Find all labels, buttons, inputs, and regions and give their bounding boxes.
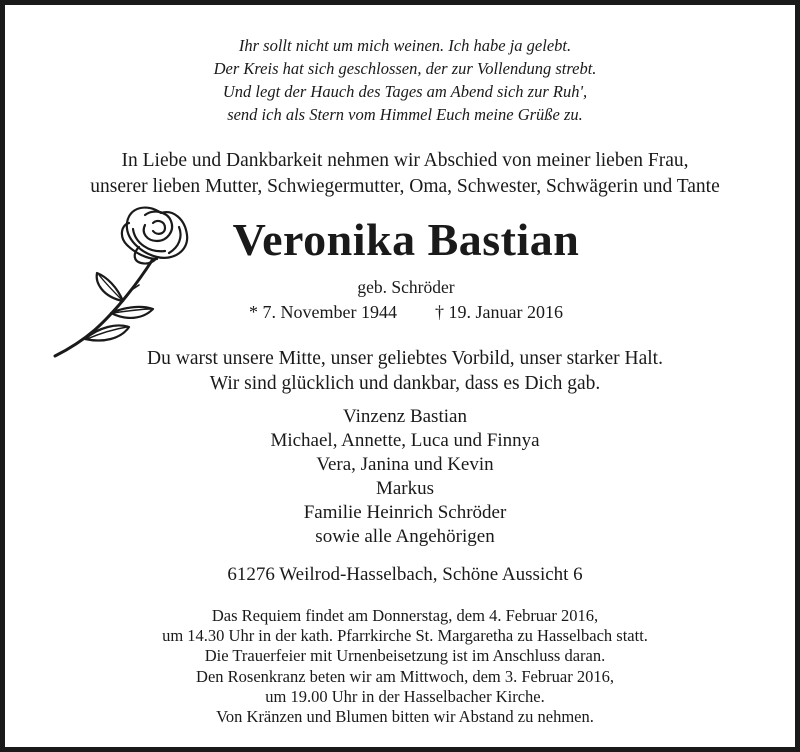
poem-line: Der Kreis hat sich geschlossen, der zur Vollendung strebt. <box>213 59 597 78</box>
memorial-poem <box>5 34 800 126</box>
death-date: † 19. Januar 2016 <box>435 302 563 322</box>
poem-line: Ihr sollt nicht um mich weinen. Ich habe ja gelebt. <box>238 36 572 55</box>
tribute-line: Du warst unsere Mitte, unser geliebtes Vorbild, unser starker Halt. <box>147 348 663 369</box>
maiden-name: geb. Schröder <box>357 277 455 297</box>
mourner: Familie Heinrich Schröder <box>303 502 507 523</box>
farewell-intro <box>5 148 800 199</box>
family-address: 61276 Weilrod-Hasselbach, Schöne Aussicht 6 <box>227 564 583 585</box>
service-line: um 19.00 Uhr in der Hasselbacher Kirche. <box>265 686 545 706</box>
mourner: Markus <box>375 478 435 499</box>
service-line: Von Kränzen und Blumen bitten wir Abstand zu nehmen. <box>216 707 594 727</box>
rose-icon <box>49 201 199 361</box>
intro-line: unserer lieben Mutter, Schwiegermutter, Oma, Schwester, Schwägerin und Tante <box>90 175 720 197</box>
life-dates <box>191 300 621 324</box>
poem-line: Und legt der Hauch des Tages am Abend sich zur Ruh', <box>222 82 588 101</box>
service-line: Die Trauerfeier mit Urnenbeisetzung ist im Anschluss daran. <box>204 646 606 666</box>
mourner: Vera, Janina und Kevin <box>316 454 494 475</box>
mourner: sowie alle Angehörigen <box>315 526 495 547</box>
tribute-line: Wir sind glücklich und dankbar, dass es Dich gab. <box>209 373 601 394</box>
deceased-name: Veronika Bastian <box>232 214 580 265</box>
mourners-list <box>5 405 800 549</box>
service-line: um 14.30 Uhr in der kath. Pfarrkirche St. Margaretha zu Hasselbach statt. <box>162 626 648 646</box>
mourner: Michael, Annette, Luca und Finnya <box>270 430 540 451</box>
poem-line: send ich als Stern vom Himmel Euch meine Grüße zu. <box>227 105 583 124</box>
service-line: Den Rosenkranz beten wir am Mittwoch, dem 3. Februar 2016, <box>196 666 614 686</box>
service-details <box>5 606 800 727</box>
birth-date: * 7. November 1944 <box>249 302 397 322</box>
mourner: Vinzenz Bastian <box>343 406 467 427</box>
tribute-message <box>5 346 800 396</box>
service-line: Das Requiem findet am Donnerstag, dem 4. Februar 2016, <box>211 606 599 625</box>
intro-line: In Liebe und Dankbarkeit nehmen wir Abschied von meiner lieben Frau, <box>121 150 689 171</box>
